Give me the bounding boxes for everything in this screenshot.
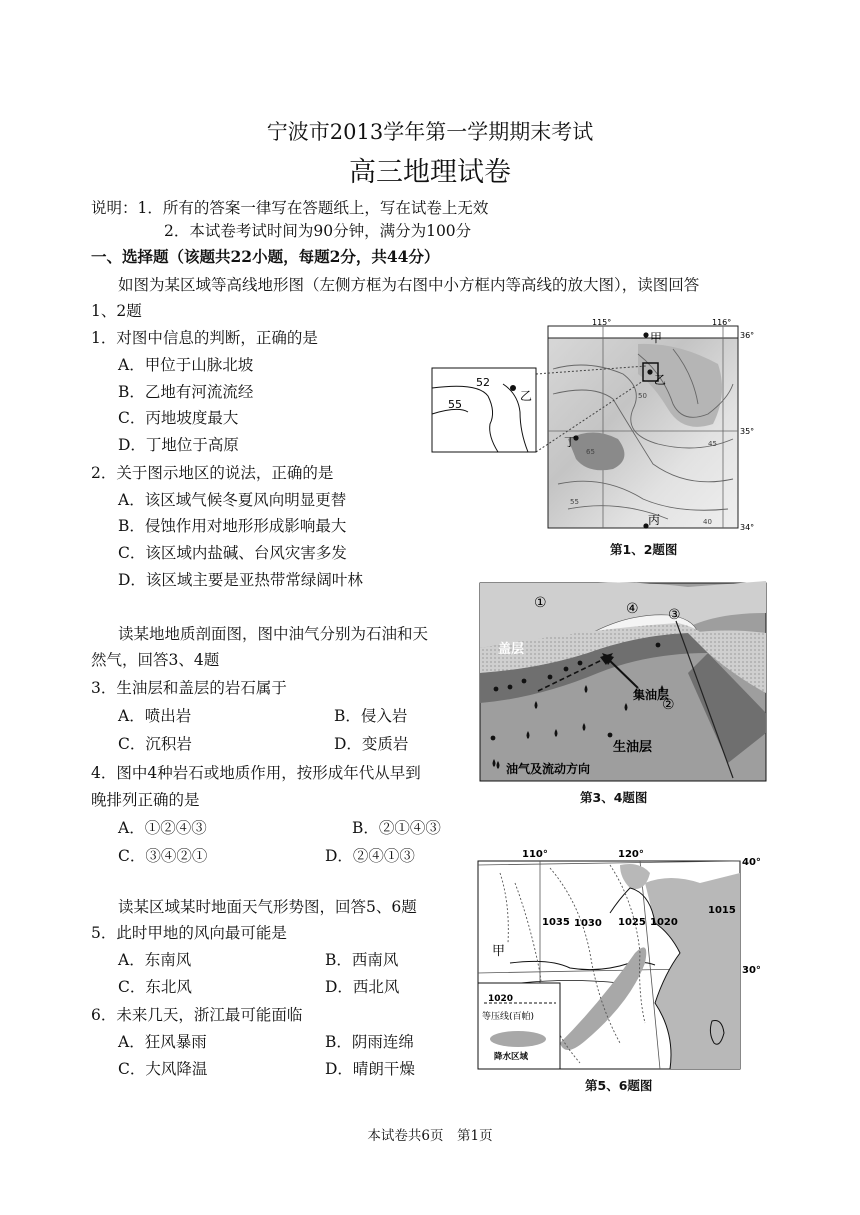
q1-option-c: C．丙地坡度最大: [118, 409, 239, 427]
intro-5-6: 读某区域某时地面天气形势图，回答5、6题: [118, 898, 417, 916]
inset-label-55: 55: [448, 398, 462, 411]
q3-option-d: D．变质岩: [334, 735, 409, 753]
q5-option-c: C．东北风: [118, 978, 192, 996]
isobar-1035: 1035: [542, 917, 570, 928]
q1-option-b: B．乙地有河流流经: [118, 383, 254, 401]
q2-option-d: D．该区域主要是亚热带常绿阔叶林: [118, 571, 363, 589]
mark-4: ④: [626, 601, 639, 617]
intro-1-2-line2: 1、2题: [91, 302, 142, 320]
q2-stem: 2．关于图示地区的说法，正确的是: [91, 464, 334, 482]
q4-option-b: B．②①④③: [352, 819, 441, 837]
isobar-1030: 1030: [574, 918, 602, 929]
legend-isobar-label: 等压线(百帕): [482, 1012, 535, 1022]
q5-option-d: D．西北风: [325, 978, 400, 996]
q4-option-a: A．①②④③: [118, 819, 207, 837]
place-bing: 丙: [648, 513, 661, 527]
note-1: 说明：1．所有的答案一律写在答题纸上，写在试卷上无效: [91, 199, 489, 217]
place-yi: 乙: [654, 373, 667, 387]
q3-option-c: C．沉积岩: [118, 735, 192, 753]
page-footer: 本试卷共6页 第1页: [367, 1128, 493, 1144]
q1-option-d: D．丁地位于高原: [118, 436, 239, 454]
intro-3-4-line2: 然气，回答3、4题: [91, 651, 220, 669]
q6-option-c: C．大风降温: [118, 1060, 208, 1078]
lat-34: 34°: [740, 523, 755, 532]
q4-stem-line1: 4．图中4种岩石或地质作用，按形成年代从早到: [91, 764, 421, 782]
label-oil-flow: 油气及流动方向: [506, 762, 591, 776]
q3-stem: 3．生油层和盖层的岩石属于: [91, 679, 287, 697]
mark-3: ③: [668, 607, 681, 623]
q1-stem: 1．对图中信息的判断，正确的是: [91, 329, 318, 347]
q5-option-a: A．东南风: [118, 951, 192, 969]
label-cap-rock: 盖层: [498, 642, 525, 657]
q6-option-d: D．晴朗干燥: [325, 1060, 415, 1078]
paper-title: 高三地理试卷: [349, 157, 511, 188]
place-ding: 丁: [564, 435, 577, 449]
intro-3-4-line1: 读某地地质剖面图，图中油气分别为石油和天: [118, 625, 429, 643]
lat-35: 35°: [740, 427, 755, 436]
lat-36: 36°: [740, 331, 755, 340]
mark-1: ①: [534, 595, 547, 611]
label-source-rock: 生油层: [613, 740, 653, 755]
lon-120: 120°: [618, 849, 644, 860]
legend-rain-label: 降水区域: [494, 1052, 529, 1062]
legend-isobar-value: 1020: [488, 994, 514, 1004]
isobar-1025: 1025: [618, 917, 646, 928]
note-2: 2．本试卷考试时间为90分钟，满分为100分: [164, 222, 472, 240]
isobar-1020: 1020: [650, 917, 678, 928]
label-reservoir: 集油层: [633, 688, 670, 702]
inset-label-yi: 乙: [520, 389, 533, 403]
q4-option-c: C．③④②①: [118, 847, 208, 865]
q1-option-a: A．甲位于山脉北坡: [118, 356, 254, 374]
exam-title: 宁波市2013学年第一学期期末考试: [266, 120, 594, 144]
q3-option-b: B．侵入岩: [334, 707, 408, 725]
inset-label-52: 52: [476, 376, 490, 389]
q6-option-b: B．阴雨连绵: [325, 1033, 414, 1051]
q5-option-b: B．西南风: [325, 951, 399, 969]
q6-stem: 6．未来几天，浙江最可能面临: [91, 1006, 303, 1024]
q4-stem-line2: 晚排列正确的是: [91, 791, 200, 809]
lon-110: 110°: [522, 849, 548, 860]
lat-30: 30°: [742, 965, 761, 976]
q2-option-a: A．该区域气候冬夏风向明显更替: [118, 491, 347, 509]
figure-3-caption: 第5、6题图: [585, 1078, 653, 1093]
mark-2: ②: [662, 697, 675, 713]
svg-text:50: 50: [638, 392, 647, 400]
lon-115: 115°: [592, 318, 612, 327]
q4-option-d: D．②④①③: [325, 847, 415, 865]
intro-1-2-line1: 如图为某区域等高线地形图（左侧方框为右图中小方框内等高线的放大图），读图回答: [118, 276, 700, 294]
svg-text:55: 55: [570, 498, 579, 506]
lat-40: 40°: [742, 857, 761, 868]
contour-map-figure: [428, 314, 764, 560]
weather-map-figure: [470, 843, 770, 1071]
q2-option-c: C．该区域内盐碱、台风灾害多发: [118, 544, 347, 562]
place-jia-weather: 甲: [492, 944, 506, 959]
lon-116: 116°: [712, 318, 732, 327]
figure-2-caption: 第3、4题图: [580, 790, 648, 805]
figure-1-caption: 第1、2题图: [610, 542, 678, 557]
q2-option-b: B．侵蚀作用对地形形成影响最大: [118, 517, 347, 535]
q6-option-a: A．狂风暴雨: [118, 1033, 207, 1051]
svg-text:45: 45: [708, 440, 717, 448]
svg-text:40: 40: [703, 518, 712, 526]
place-jia: 甲: [650, 331, 663, 345]
geologic-section-figure: [478, 573, 768, 783]
section-heading: 一、选择题（该题共22小题，每题2分，共44分）: [91, 247, 440, 266]
q3-option-a: A．喷出岩: [118, 707, 192, 725]
isobar-1015: 1015: [708, 905, 736, 916]
q5-stem: 5．此时甲地的风向最可能是: [91, 924, 287, 942]
svg-text:65: 65: [586, 448, 595, 456]
